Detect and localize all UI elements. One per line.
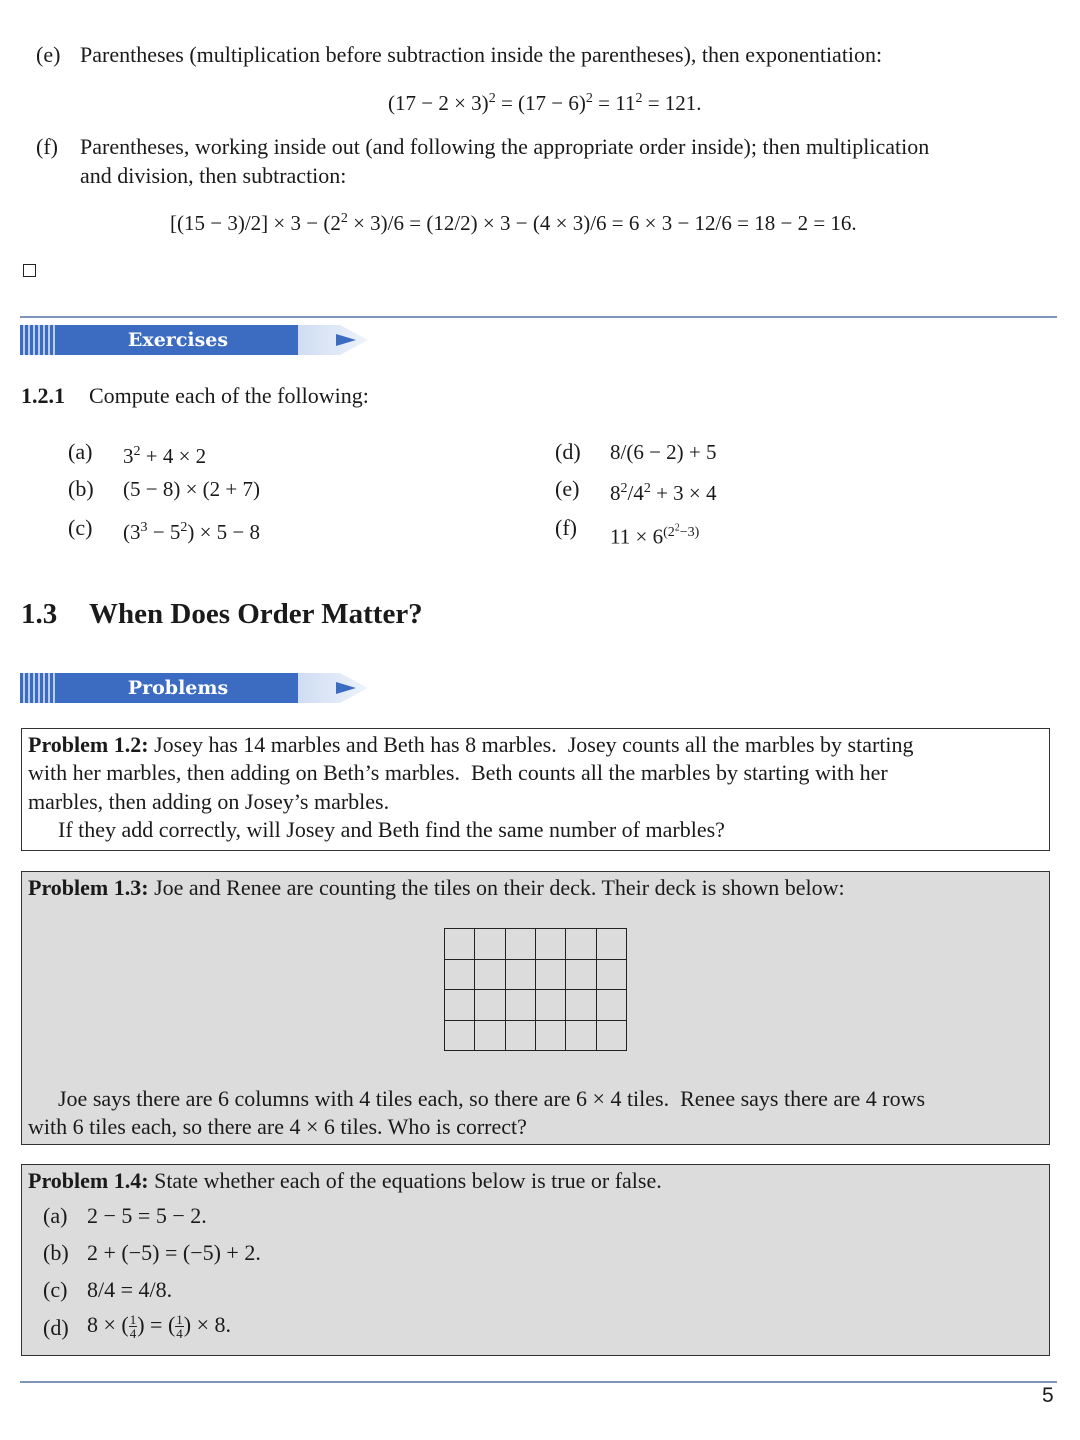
problem-1-2-title: Problem 1.2:: [28, 732, 149, 757]
problems-banner: Problems: [56, 673, 300, 703]
deck-tile: [505, 959, 536, 991]
section-number: 1.3: [21, 598, 58, 630]
page-bottom-rule: [20, 1381, 1057, 1383]
deck-tile: [474, 1020, 505, 1052]
problem-1-2-line4: If they add correctly, will Josey and Beth find the same number of marbles?: [58, 817, 725, 842]
problem-1-4-intro-text: State whether each of the equations below is true or false.: [148, 1168, 662, 1193]
deck-tile: [444, 928, 475, 960]
deck-tile: [535, 959, 566, 991]
exercises-banner-tail: [298, 325, 368, 355]
solution-e-label: (e): [36, 42, 61, 67]
deck-tile: [596, 989, 627, 1021]
exercise-prompt: Compute each of the following:: [89, 383, 369, 408]
deck-tile: [505, 928, 536, 960]
problem-1-3-line1: Joe says there are 6 columns with 4 tiles each, so there are 6 × 4 tiles. Renee says there are 4 rows: [58, 1086, 926, 1111]
deck-tile: [535, 928, 566, 960]
problem-1-2-line2: with her marbles, then adding on Beth’s marbles. Beth counts all the marbles by starting with her: [28, 760, 888, 785]
problems-arrow-icon: [336, 682, 356, 694]
exercise-b-expr: (5 − 8) × (2 + 7): [123, 477, 261, 501]
exercise-a-label: (a): [68, 439, 93, 464]
exercises-banner-stripes: [20, 325, 58, 355]
problem-1-4-d-label: (d): [43, 1315, 69, 1340]
problem-1-3-intro-text: Joe and Renee are counting the tiles on their deck. Their deck is shown below:: [148, 875, 845, 900]
problems-banner-tail: [298, 673, 368, 703]
solution-f-line1: Parentheses, working inside out (and following the appropriate order inside); then multiplication: [80, 134, 930, 159]
exercise-b-label: (b): [68, 476, 94, 501]
solution-e-equation: $(17 - 2 \times 3)^2 = (17 - 6)^2 = 11^2 = 121$.: [388, 91, 702, 115]
problem-1-4-title: Problem 1.4:: [28, 1168, 149, 1193]
problem-1-4-c-expr: 8/4 = 4/8.: [87, 1277, 173, 1302]
problem-1-2-text-line1: Josey has 14 marbles and Beth has 8 marbles. Josey counts all the marbles by starting: [148, 732, 914, 757]
exercise-c-expr: $(3^3 - 5^2) \times 5 - 8$: [123, 520, 261, 544]
problem-1-3-title: Problem 1.3:: [28, 875, 149, 900]
deck-tile: [535, 989, 566, 1021]
problem-1-4-c-label: (c): [43, 1277, 68, 1302]
problem-1-2-line1: [28, 731, 914, 760]
exercises-banner: Exercises: [56, 325, 300, 355]
problem-1-4-a-label: (a): [43, 1203, 68, 1228]
deck-tile: [505, 989, 536, 1021]
deck-tile: [565, 1020, 596, 1052]
exercise-number: 1.2.1: [21, 383, 65, 408]
problem-1-4-intro: [28, 1167, 662, 1196]
solution-f-label: (f): [36, 134, 58, 159]
exercise-f-label: (f): [555, 515, 577, 540]
problem-1-3-intro: [28, 874, 845, 903]
exercise-e-expr: $8^2/4^2 + 3 \times 4$: [610, 481, 717, 505]
fraction-one-quarter-2: $\frac{1}{4}$: [176, 1312, 183, 1342]
exercises-top-rule: [20, 316, 1057, 318]
problems-banner-stripes: [20, 673, 58, 703]
deck-tile: [565, 959, 596, 991]
deck-tile: [535, 1020, 566, 1052]
deck-tile: [565, 928, 596, 960]
solution-f-equation: $[(15 - 3)/2] \times 3 - (2^2 \times 3)/6 = (12/2) \times 3 - (4 \times 3)/6 = 6 \times 3 - 12/6 = 18 - 2 = 16$.: [170, 211, 857, 235]
fraction-one-quarter: $\frac{1}{4}$: [129, 1312, 137, 1342]
solution-f-line2: and division, then subtraction:: [80, 163, 347, 188]
deck-tile: [565, 989, 596, 1021]
exercise-f-expr: $11 \times 6^{(2^2-3)}$: [610, 522, 700, 549]
deck-tile: [474, 989, 505, 1021]
deck-tile: [444, 959, 475, 991]
exercises-arrow-icon: [336, 334, 356, 346]
exercise-d-label: (d): [555, 439, 581, 464]
deck-tile: [474, 959, 505, 991]
problem-1-4-d-expr: 8 × ( $\frac{1}{4}$ ) = ( $\frac{1}{4}$ ) × 8.: [87, 1312, 232, 1342]
deck-tile-grid: [444, 928, 626, 1050]
problem-1-4-a-expr: 2 − 5 = 5 − 2.: [87, 1203, 207, 1228]
deck-tile: [505, 1020, 536, 1052]
exercise-a-expr: $3^2 + 4 \times 2$: [123, 444, 207, 468]
deck-tile: [444, 989, 475, 1021]
exercise-e-label: (e): [555, 476, 580, 501]
deck-tile: [596, 959, 627, 991]
deck-tile: [596, 928, 627, 960]
problem-1-4-b-expr: 2 + (−5) = (−5) + 2.: [87, 1240, 261, 1265]
problem-1-2-line3: marbles, then adding on Josey’s marbles.: [28, 789, 390, 814]
solution-e-text: Parentheses (multiplication before subtraction inside the parentheses), then exponentiation:: [80, 42, 883, 67]
problem-1-3-line2: with 6 tiles each, so there are 4 × 6 tiles. Who is correct?: [28, 1114, 527, 1139]
end-of-solution-square: [23, 264, 36, 277]
section-title: When Does Order Matter?: [89, 598, 423, 630]
problem-1-4-b-label: (b): [43, 1240, 69, 1265]
deck-tile: [474, 928, 505, 960]
deck-tile: [444, 1020, 475, 1052]
deck-tile: [596, 1020, 627, 1052]
exercise-c-label: (c): [68, 515, 93, 540]
exercise-d-expr: 8/(6 − 2) + 5: [610, 440, 717, 464]
page-number: 5: [1042, 1384, 1054, 1407]
